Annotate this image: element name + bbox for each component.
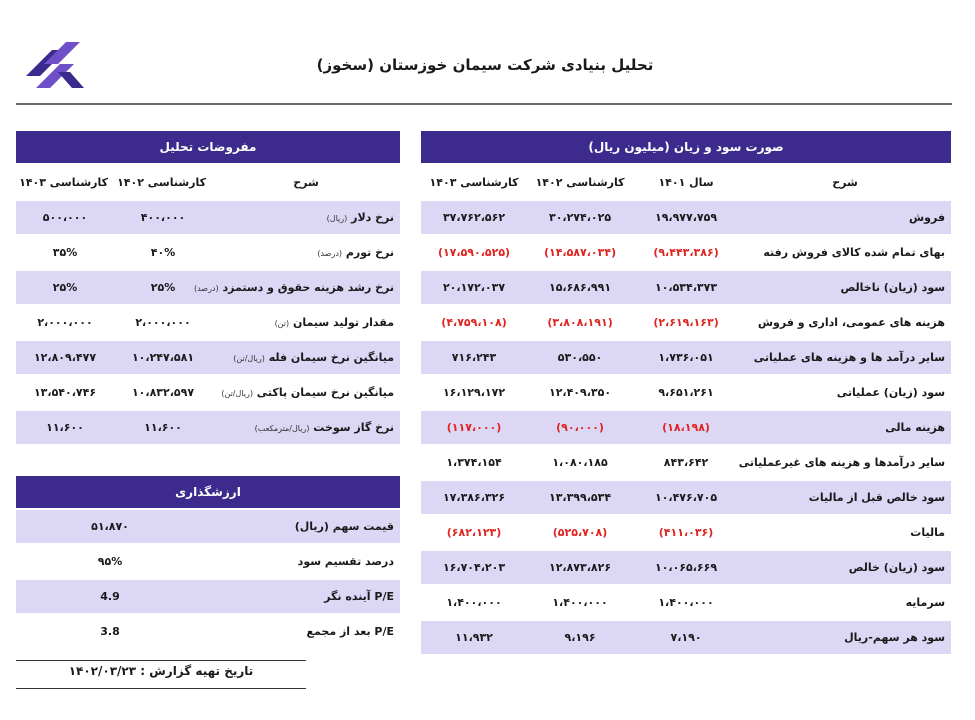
table-cell: ۱۶،۷۰۴،۲۰۳ [421,550,527,585]
income-header-row [421,164,951,200]
table-cell: ۱۳،۵۴۰،۷۴۶ [16,375,114,410]
table-cell: ۱۹،۹۷۷،۷۵۹ [633,200,739,235]
table-row [421,270,951,305]
table-row [16,579,400,614]
row-label-cell [193,270,400,305]
report-header [0,0,975,104]
table-cell: ۵۰۰،۰۰۰ [16,200,114,235]
table-cell: 4.9 [16,579,204,614]
row-label: فروش [739,200,951,235]
row-label-cell [212,410,400,444]
table-row [16,410,400,444]
report-date-value: ۱۴۰۲/۰۳/۲۳ [68,664,137,678]
row-label: P/E آینده نگر [204,579,400,614]
table-row [421,620,951,654]
income-table-body [421,200,951,654]
table-cell: (۹،۴۴۳،۳۸۶) [633,235,739,270]
row-label: سود (زیان) عملیاتی [739,375,951,410]
column-header: کارشناسی ۱۴۰۲ [114,164,212,200]
row-label-cell [212,305,400,340]
row-label-cell [212,340,400,375]
row-unit: (ریال) [326,214,348,223]
table-cell: ۱۰،۰۶۵،۶۶۹ [633,550,739,585]
table-row [16,614,400,648]
table-cell: ۴۰۰،۰۰۰ [114,200,212,235]
column-header: شرح [739,164,951,200]
table-row [16,305,400,340]
table-cell: ۱۲،۴۰۹،۳۵۰ [527,375,633,410]
column-header: سال ۱۴۰۱ [633,164,739,200]
table-cell: ۳۰،۲۷۴،۰۲۵ [527,200,633,235]
row-label: سرمایه [739,585,951,620]
table-cell: ۹۵% [16,544,204,579]
table-cell: (۱۴،۵۸۷،۰۳۴) [527,235,633,270]
row-label-cell [212,235,400,270]
table-cell: ۱۰،۵۳۴،۳۷۳ [633,270,739,305]
report-date-label: تاریخ تهیه گزارش : [140,664,254,678]
row-unit: (درصد) [317,249,343,258]
table-cell: ۴۰% [114,235,212,270]
table-cell: (۴،۷۵۹،۱۰۸) [421,305,527,340]
row-label: مالیات [739,515,951,550]
row-unit: (درصد) [193,284,219,293]
report-date [16,664,306,678]
table-cell: ۱۰،۸۳۲،۵۹۷ [114,375,212,410]
row-label: نرخ دلار [351,211,395,224]
column-header: کارشناسی ۱۴۰۳ [16,164,114,200]
date-top-rule [16,660,306,661]
table-row [421,445,951,480]
row-label: هزینه مالی [739,410,951,445]
table-cell: ۲۰،۱۷۲،۰۳۷ [421,270,527,305]
income-table-title: صورت سود و زیان (میلیون ریال) [421,131,951,164]
table-row [16,270,400,305]
row-label: مقدار تولید سیمان [292,316,395,329]
row-unit: (ریال/تن) [233,354,265,363]
row-label: سود هر سهم-ریال [739,620,951,654]
table-row [421,305,951,340]
table-cell: ۵۳۰،۵۵۰ [527,340,633,375]
table-cell: ۱۳،۳۹۹،۵۳۴ [527,480,633,515]
column-header: کارشناسی ۱۴۰۳ [421,164,527,200]
table-cell: ۱،۴۰۰،۰۰۰ [527,585,633,620]
row-label: سود خالص قبل از مالیات [739,480,951,515]
table-cell: ۱۲،۸۷۳،۸۲۶ [527,550,633,585]
valuation-table [16,476,400,648]
table-cell: ۱۰،۲۴۷،۵۸۱ [114,340,212,375]
table-cell: ۱۶،۱۲۹،۱۷۲ [421,375,527,410]
row-unit: (ریال/تن) [221,389,253,398]
table-row [421,585,951,620]
table-cell: (۶۸۲،۱۲۳) [421,515,527,550]
assumptions-header-row [16,164,400,200]
table-cell: ۱،۷۳۶،۰۵۱ [633,340,739,375]
table-row [16,200,400,235]
column-header: شرح [212,164,400,200]
table-cell: (۱۱۷،۰۰۰) [421,410,527,445]
table-cell: (۲،۶۱۹،۱۶۳) [633,305,739,340]
table-cell: ۱،۴۰۰،۰۰۰ [421,585,527,620]
table-row [421,200,951,235]
table-row [16,375,400,410]
income-statement-table [421,131,951,654]
table-cell: ۹،۶۵۱،۲۶۱ [633,375,739,410]
brand-logo-icon [22,38,88,96]
table-cell: (۵۲۵،۷۰۸) [527,515,633,550]
row-label: نرخ رشد هزینه حقوق و دستمزد [222,281,395,294]
table-cell: 3.8 [16,614,204,648]
table-cell: ۸۴۳،۶۴۲ [633,445,739,480]
assumptions-table-title: مفروضات تحلیل [16,131,400,164]
valuation-table-body [16,509,400,648]
table-cell: ۳۷،۷۶۲،۵۶۲ [421,200,527,235]
table-cell: ۱۷،۳۸۶،۳۲۶ [421,480,527,515]
table-cell: ۲،۰۰۰،۰۰۰ [114,305,212,340]
row-label: سود (زیان) ناخالص [739,270,951,305]
table-row [16,509,400,544]
header-divider [16,103,952,105]
assumptions-table-body [16,200,400,444]
row-label: نرخ تورم [345,246,395,259]
table-cell: ۱۲،۸۰۹،۴۷۷ [16,340,114,375]
table-cell: (۱۸،۱۹۸) [633,410,739,445]
table-cell: ۱۱،۹۳۲ [421,620,527,654]
row-label: سود (زیان) خالص [739,550,951,585]
row-label: سایر درآمدها و هزینه های غیرعملیاتی [739,445,951,480]
row-unit: (تن) [274,319,290,328]
table-cell: ۲۵% [114,270,212,305]
row-label: قیمت سهم (ریال) [204,509,400,544]
row-label: درصد تقسیم سود [204,544,400,579]
table-row [421,375,951,410]
table-row [16,235,400,270]
table-row [421,550,951,585]
table-cell: ۳۵% [16,235,114,270]
table-cell: ۱،۳۷۴،۱۵۴ [421,445,527,480]
table-cell: (۹۰،۰۰۰) [527,410,633,445]
table-cell: ۱۱،۶۰۰ [114,410,212,444]
row-unit: (ریال/مترمکعب) [254,424,310,433]
table-cell: ۲۵% [16,270,114,305]
table-row [421,340,951,375]
row-label-cell [212,200,400,235]
date-bottom-rule [16,688,306,689]
table-cell: ۱،۴۰۰،۰۰۰ [633,585,739,620]
table-row [16,340,400,375]
valuation-table-title: ارزشگذاری [16,476,400,509]
table-row [16,544,400,579]
table-row [421,235,951,270]
table-row [421,480,951,515]
table-cell: (۱۷،۵۹۰،۵۲۵) [421,235,527,270]
table-cell: (۴۱۱،۰۳۶) [633,515,739,550]
table-row [421,515,951,550]
table-cell: ۱۱،۶۰۰ [16,410,114,444]
row-label: میانگین نرخ سیمان فله [268,351,395,364]
table-cell: ۷،۱۹۰ [633,620,739,654]
row-label: میانگین نرخ سیمان پاکتی [256,386,395,399]
row-label: نرخ گاز سوخت [313,421,395,434]
row-label: هزینه های عمومی، اداری و فروش [739,305,951,340]
row-label-cell [212,375,400,410]
table-cell: ۷۱۶،۲۴۳ [421,340,527,375]
table-cell: ۲،۰۰۰،۰۰۰ [16,305,114,340]
table-cell: ۱۵،۶۸۶،۹۹۱ [527,270,633,305]
table-cell: ۱۰،۴۷۶،۷۰۵ [633,480,739,515]
table-row [421,410,951,445]
assumptions-table [16,131,400,444]
table-cell: ۹،۱۹۶ [527,620,633,654]
report-title: تحلیل بنیادی شرکت سیمان خوزستان (سخوز) [316,56,654,74]
table-cell: ۱،۰۸۰،۱۸۵ [527,445,633,480]
column-header: کارشناسی ۱۴۰۲ [527,164,633,200]
table-cell: ۵۱،۸۷۰ [16,509,204,544]
table-cell: (۳،۸۰۸،۱۹۱) [527,305,633,340]
row-label: P/E بعد از مجمع [204,614,400,648]
row-label: بهای تمام شده کالای فروش رفته [739,235,951,270]
row-label: سایر درآمد ها و هزینه های عملیاتی [739,340,951,375]
